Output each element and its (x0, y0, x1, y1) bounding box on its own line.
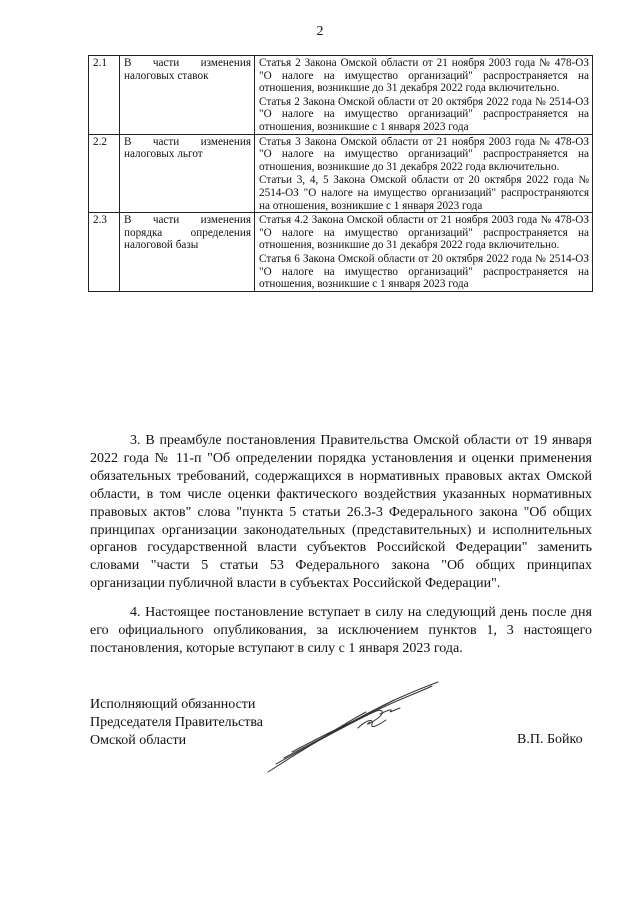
signatory-title-line: Омской области (90, 733, 187, 748)
row-part: В части изменения налоговых ставок (120, 56, 255, 135)
row-number: 2.2 (89, 134, 120, 213)
row-text-paragraph: Статья 6 Закона Омской области от 20 октября 2022 года № 2514-ОЗ "О налоге на имущество организаций" распространяется на отношения, возникшие с 1 января 2023 года (259, 252, 589, 291)
paragraph-4: 4. Настоящее постановление вступает в силу на следующий день после дня его официального опубликования, за исключением пунктов 1, 3 настоящего постановления, которые вступают в силу с 1 января 2023 года. (90, 605, 592, 656)
page-number: 2 (316, 24, 324, 39)
row-text (255, 134, 593, 213)
row-number: 2.3 (89, 213, 120, 292)
row-text-paragraph: Статья 4.2 Закона Омской области от 21 ноября 2003 года № 478-ОЗ "О налоге на имущество организаций" распространяется на отношения, возникшие до 31 декабря 2022 года включительно. (259, 214, 589, 252)
paragraph-3: 3. В преамбуле постановления Правительства Омской области от 19 января 2022 года № 11-п "Об определении порядка установления и оценки применения обязательных требований, содержащихся в нормативных правовых актах Омской области, в том числе оценки фактического воздействия указанных нормативных правовых актов" слова "пункта 5 статьи 26.3-3 Федерального закона "Об общих принципах организации законодательных (представительных) и исполнительных органов государственной власти субъектов Российской Федерации" заменить словами "части 5 статьи 53 Федерального закона "Об общих принципах организации публичной власти в субъектах Российской Федерации". (90, 433, 592, 592)
row-number: 2.1 (89, 56, 120, 135)
signer-name: В.П. Бойко (517, 732, 583, 747)
table-row (89, 56, 593, 135)
signatory-title (90, 696, 263, 750)
row-text (255, 56, 593, 135)
row-part: В части изменения порядка определения налоговой базы (120, 213, 255, 292)
row-text-paragraph: Статья 3 Закона Омской области от 21 ноября 2003 года № 478-ОЗ "О налоге на имущество организаций" распространяется на отношения, возникшие до 31 декабря 2022 года включительно. (259, 135, 589, 173)
row-part: В части изменения налоговых льгот (120, 134, 255, 213)
row-text-paragraph: Статьи 3, 4, 5 Закона Омской области от 20 октября 2022 года № 2514-ОЗ "О налоге на имущество организаций" распространяются на отношения, возникшие с 1 января 2023 года (259, 174, 589, 212)
signatory-title-line: Исполняющий обязанности (90, 697, 256, 712)
table-row (89, 134, 593, 213)
law-application-table (88, 55, 593, 292)
row-text (255, 213, 593, 292)
row-text-paragraph: Статья 2 Закона Омской области от 20 октября 2022 года № 2514-ОЗ "О налоге на имущество организаций" распространяется на отношения, возникшие с 1 января 2023 года (259, 95, 589, 133)
handwritten-signature (262, 678, 447, 778)
signatory-title-line: Председателя Правительства (90, 715, 264, 730)
table-row (89, 213, 593, 292)
row-text-paragraph: Статья 2 Закона Омской области от 21 ноября 2003 года № 478-ОЗ "О налоге на имущество организаций" распространяется на отношения, возникшие до 31 декабря 2022 года включительно. (259, 57, 589, 95)
